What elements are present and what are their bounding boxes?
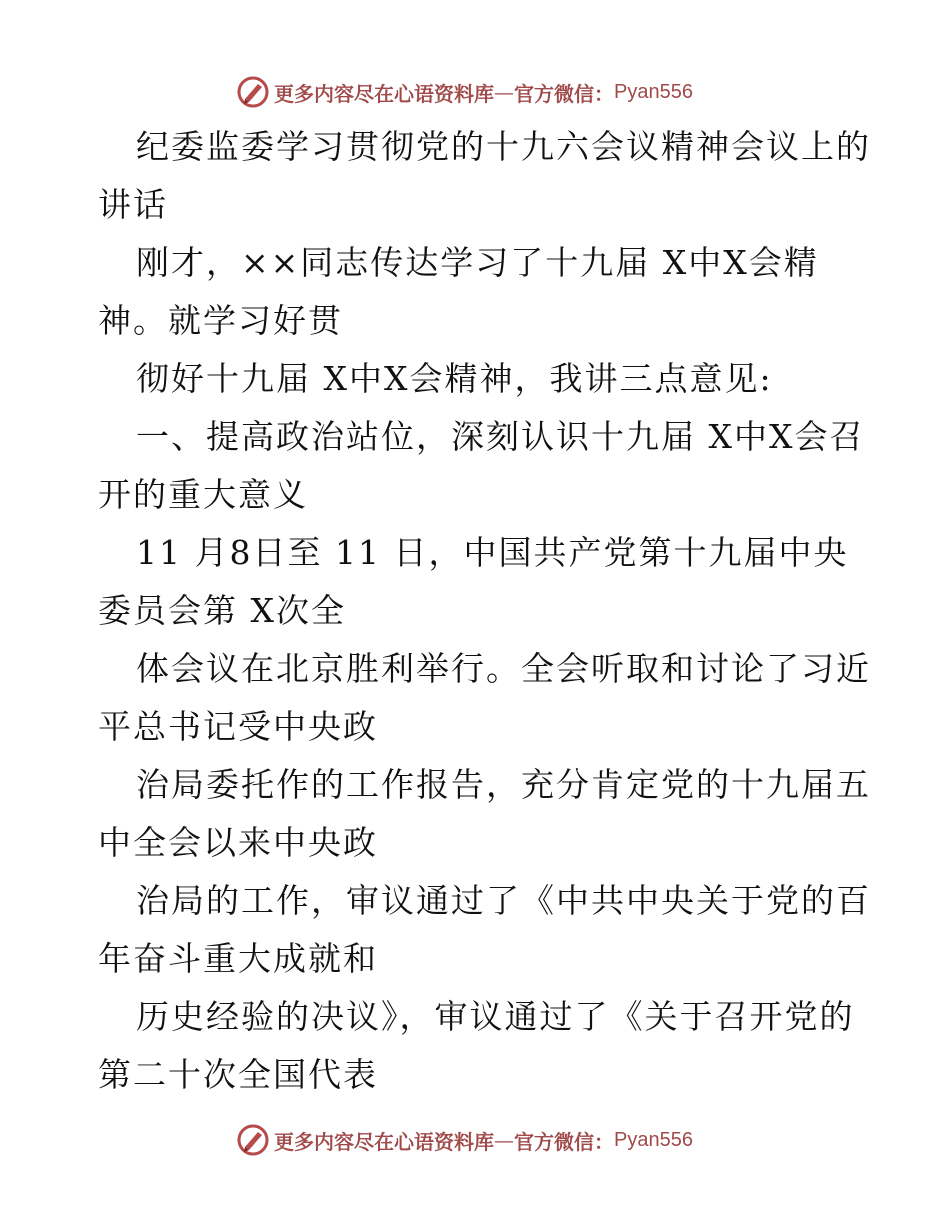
- text-line: 委员会第 X次全: [98, 591, 346, 630]
- text-line: 神。就学习好贯: [98, 301, 343, 340]
- text-line: 年奋斗重大成就和: [98, 939, 378, 978]
- footer-watermark: [236, 1120, 693, 1160]
- text-line: 讲话: [98, 185, 168, 224]
- text-line: 中全会以来中央政: [98, 823, 378, 862]
- text-line: 治局委托作的工作报告，充分肯定党的十九届五: [136, 765, 871, 804]
- text-line: 纪委监委学习贯彻党的十九六会议精神会议上的: [136, 127, 871, 166]
- watermark-official: 官方微信：: [514, 81, 614, 106]
- text-line: 开的重大意义: [98, 475, 308, 514]
- text-line: 刚才，××同志传达学习了十九届 X中X会精: [136, 243, 819, 282]
- watermark-dash: —: [494, 1128, 514, 1152]
- text-line: 平总书记受中央政: [98, 707, 378, 746]
- watermark-dash: —: [494, 80, 514, 104]
- pen-logo-icon: [236, 75, 270, 109]
- watermark-id: Pyan556: [614, 1128, 693, 1151]
- watermark-id: Pyan556: [614, 80, 693, 103]
- text-line: 第二十次全国代表: [98, 1055, 378, 1094]
- text-line: 历史经验的决议》，审议通过了《关于召开党的: [136, 997, 855, 1036]
- text-line: 彻好十九届 X中X会精神，我讲三点意见:: [136, 359, 773, 398]
- text-line: 一、提高政治站位，深刻认识十九届 X中X会召: [136, 417, 865, 456]
- text-line: 11 月8日至 11 日，中国共产党第十九届中央: [136, 533, 849, 572]
- watermark-text: 更多内容尽在心语资料库: [274, 1129, 494, 1154]
- watermark-text: 更多内容尽在心语资料库: [274, 81, 494, 106]
- header-watermark: [236, 72, 693, 112]
- text-line: 治局的工作，审议通过了《中共中央关于党的百: [136, 881, 871, 920]
- pen-logo-icon: [236, 1123, 270, 1157]
- watermark-official: 官方微信：: [514, 1129, 614, 1154]
- text-line: 体会议在北京胜利举行。全会听取和讨论了习近: [136, 649, 871, 688]
- document-body: [98, 118, 871, 1104]
